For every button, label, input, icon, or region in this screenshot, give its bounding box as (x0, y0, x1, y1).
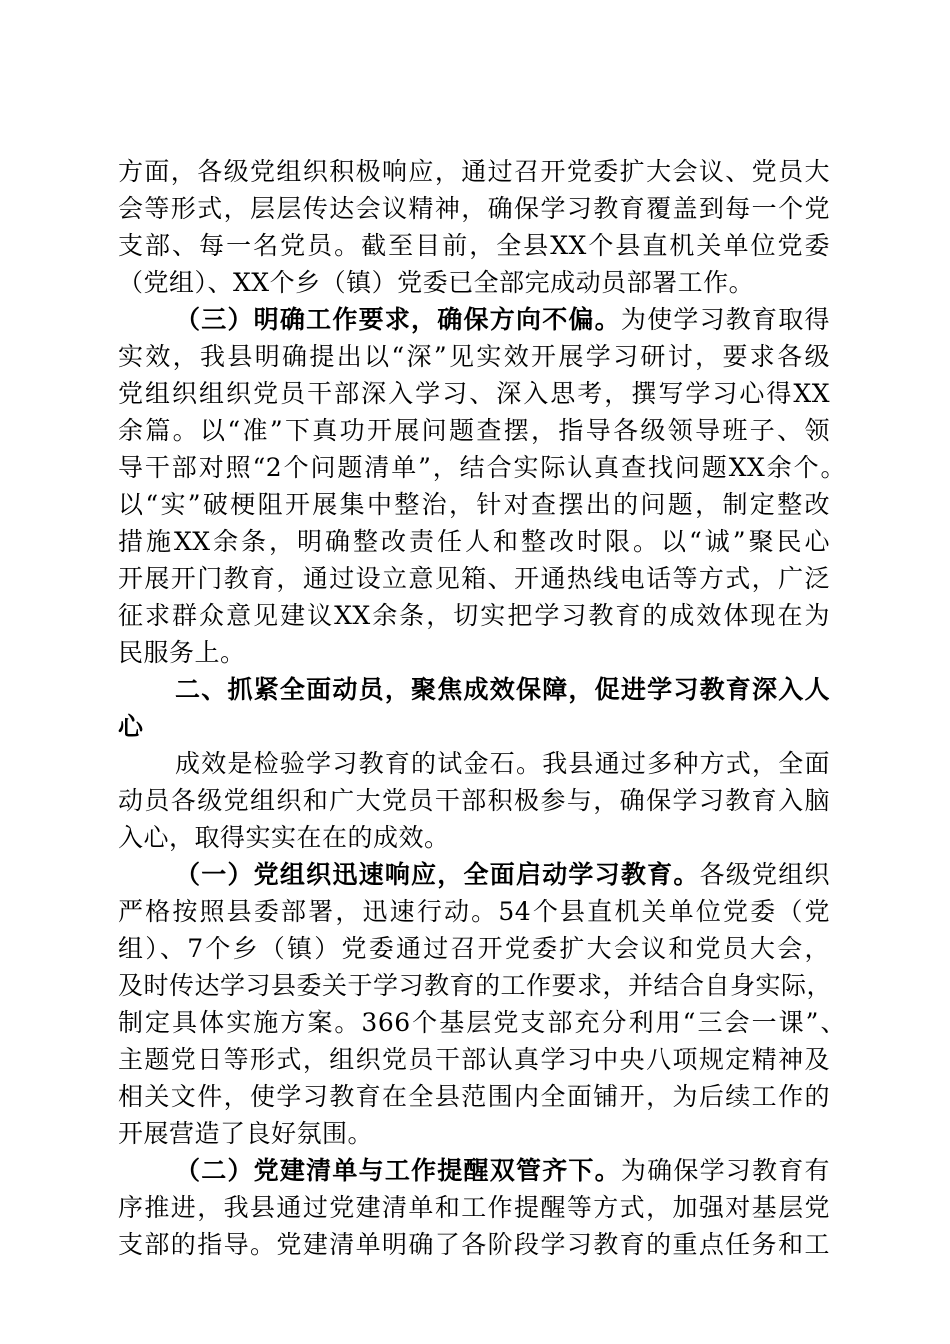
paragraph-line: 制定具体实施方案。366个基层党支部充分利用“三会一课”、 (118, 1008, 846, 1037)
section-2-first-line (175, 1153, 830, 1189)
part-2-heading: 二、抓紧全面动员，聚焦成效保障，促进学习教育深入人 (175, 675, 830, 704)
paragraph-line: 成效是检验学习教育的试金石。我县通过多种方式，全面 (175, 749, 830, 778)
section-1-first-line (175, 857, 830, 893)
paragraph-line: 相关文件，使学习教育在全县范围内全面铺开，为后续工作的 (118, 1082, 830, 1111)
paragraph-line: 以“实”破梗阻开展集中整治，针对查摆出的问题，制定整改 (118, 490, 830, 519)
paragraph-line: 严格按照县委部署，迅速行动。54个县直机关单位党委（党 (118, 897, 830, 926)
paragraph-line: 实效，我县明确提出以“深”见实效开展学习研讨，要求各级 (118, 342, 830, 371)
paragraph-line: 导干部对照“2个问题清单”，结合实际认真查找问题XX余个。 (118, 453, 846, 482)
paragraph-line: 方面，各级党组织积极响应，通过召开党委扩大会议、党员大 (118, 157, 830, 186)
paragraph-line: 开展开门教育，通过设立意见箱、开通热线电话等方式，广泛 (118, 564, 830, 593)
section-3-heading: （三）明确工作要求，确保方向不偏。 (175, 305, 621, 334)
section-3-first-rest: 为使学习教育取得 (620, 305, 830, 334)
paragraph-line: 入心，取得实实在在的成效。 (118, 823, 450, 852)
paragraph-line: 动员各级党组织和广大党员干部积极参与，确保学习教育入脑 (118, 786, 830, 815)
paragraph-line: 组）、7个乡（镇）党委通过召开党委扩大会议和党员大会， (118, 934, 830, 963)
section-3-first-line (175, 302, 830, 338)
paragraph-line: 措施XX余条，明确整改责任人和整改时限。以“诚”聚民心 (118, 527, 830, 556)
section-2-first-rest: 为确保学习教育有 (620, 1156, 830, 1185)
paragraph-line: 征求群众意见建议XX余条，切实把学习教育的成效体现在为 (118, 601, 830, 630)
paragraph-line: 余篇。以“准”下真功开展问题查摆，指导各级领导班子、领 (118, 416, 830, 445)
section-1-first-rest: 各级党组织 (699, 860, 830, 889)
paragraph-line: 主题党日等形式，组织党员干部认真学习中央八项规定精神及 (118, 1045, 830, 1074)
paragraph-line: 序推进，我县通过党建清单和工作提醒等方式，加强对基层党 (118, 1193, 830, 1222)
section-1-heading: （一）党组织迅速响应，全面启动学习教育。 (175, 860, 700, 889)
paragraph-line: （党组）、XX个乡（镇）党委已全部完成动员部署工作。 (118, 268, 755, 297)
section-2-heading: （二）党建清单与工作提醒双管齐下。 (175, 1156, 621, 1185)
paragraph-line: 会等形式，层层传达会议精神，确保学习教育覆盖到每一个党 (118, 194, 830, 223)
part-2-heading-cont: 心 (118, 712, 144, 741)
paragraph-line: 支部、每一名党员。截至目前，全县XX个县直机关单位党委 (118, 231, 830, 260)
paragraph-line: 开展营造了良好氛围。 (118, 1119, 374, 1148)
paragraph-line: 民服务上。 (118, 638, 246, 667)
paragraph-line: 党组织组织党员干部深入学习、深入思考，撰写学习心得XX (118, 379, 830, 408)
paragraph-line: 支部的指导。党建清单明确了各阶段学习教育的重点任务和工 (118, 1230, 830, 1259)
paragraph-line: 及时传达学习县委关于学习教育的工作要求，并结合自身实际， (118, 971, 833, 1000)
